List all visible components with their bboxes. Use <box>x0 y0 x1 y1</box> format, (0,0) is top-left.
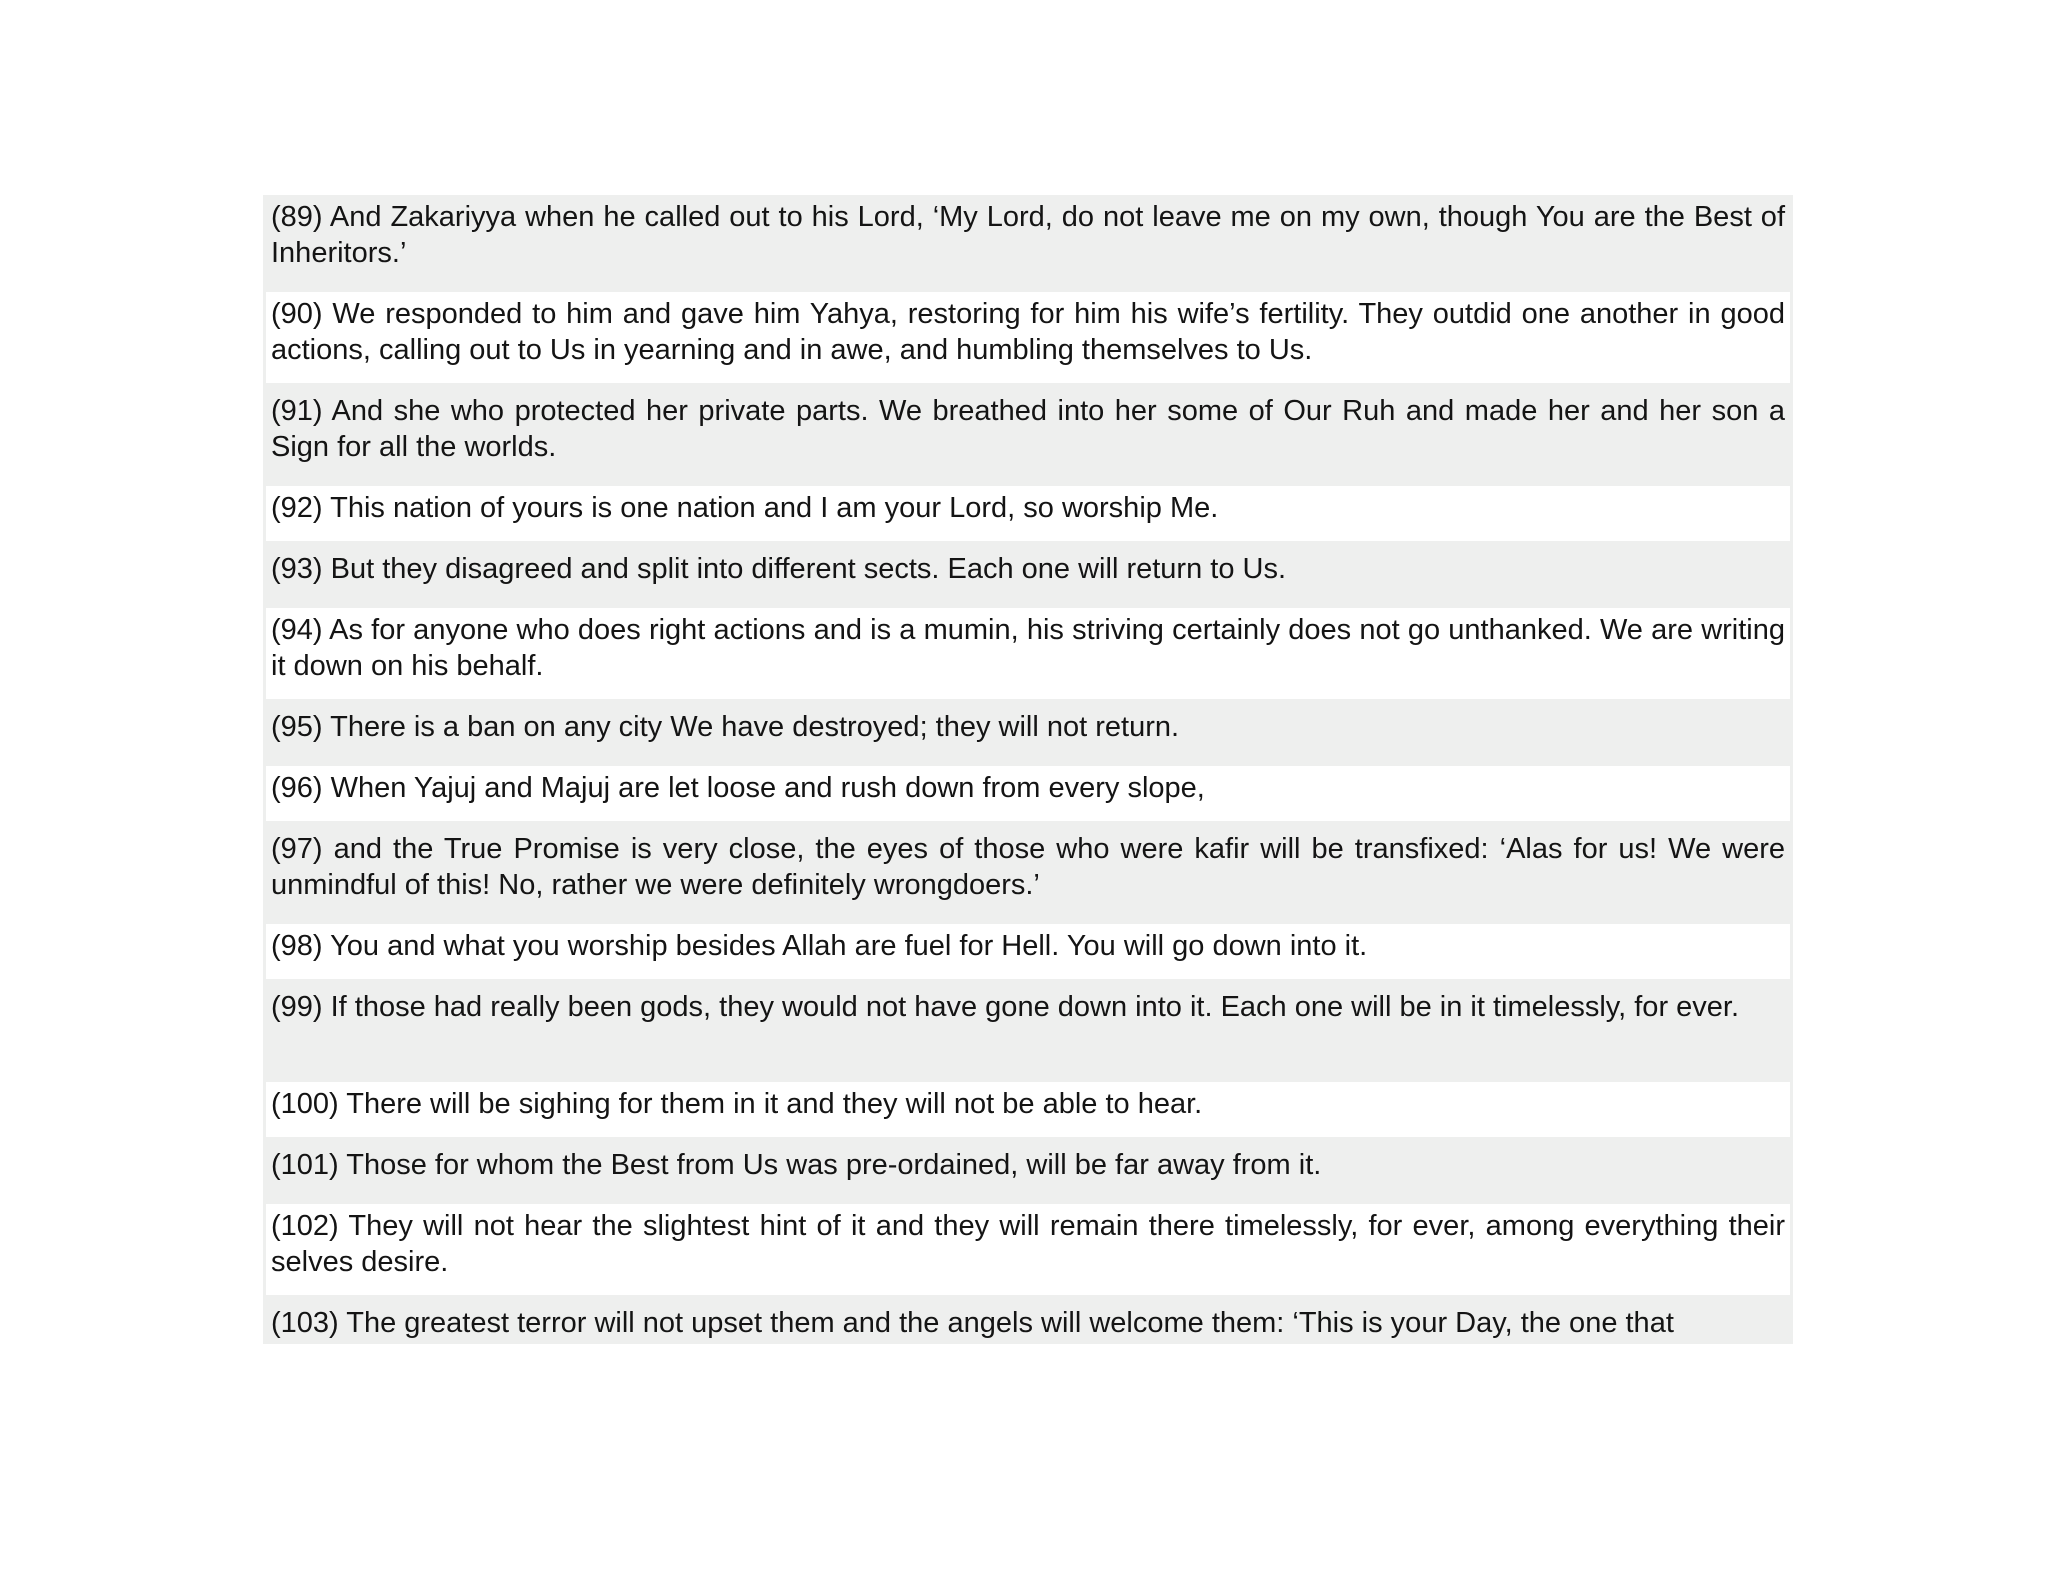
verse-row-94: (94) As for anyone who does right actions and is a mumin, his striving certainly does not go unthanked. We are writing it down on his behalf. <box>266 608 1790 699</box>
verse-row-101: (101) Those for whom the Best from Us was pre-ordained, will be far away from it. <box>266 1143 1790 1198</box>
verse-row-99: (99) If those had really been gods, they would not have gone down into it. Each one will be in it timelessly, for ever. <box>266 985 1790 1076</box>
verse-row-103: (103) The greatest terror will not upset them and the angels will welcome them: ‘This is your Day, the one that <box>266 1301 1790 1341</box>
verse-row-90: (90) We responded to him and gave him Yahya, restoring for him his wife’s fertility. They outdid one another in good actions, calling out to Us in yearning and in awe, and humbling themselves to Us. <box>266 292 1790 383</box>
verse-row-95: (95) There is a ban on any city We have destroyed; they will not return. <box>266 705 1790 760</box>
verse-row-98: (98) You and what you worship besides Allah are fuel for Hell. You will go down into it. <box>266 924 1790 979</box>
verse-row-91: (91) And she who protected her private parts. We breathed into her some of Our Ruh and made her and her son a Sign for all the worlds. <box>266 389 1790 480</box>
verse-row-89: (89) And Zakariyya when he called out to his Lord, ‘My Lord, do not leave me on my own, though You are the Best of Inheritors.’ <box>266 195 1790 286</box>
verse-row-102: (102) They will not hear the slightest hint of it and they will remain there timelessly, for ever, among everything their selves desire. <box>266 1204 1790 1295</box>
verse-row-97: (97) and the True Promise is very close, the eyes of those who were kafir will be transfixed: ‘Alas for us! We were unmindful of this! No, rather we were definitely wrongdoers.’ <box>266 827 1790 918</box>
verse-row-100: (100) There will be sighing for them in it and they will not be able to hear. <box>266 1082 1790 1137</box>
verse-row-92: (92) This nation of yours is one nation and I am your Lord, so worship Me. <box>266 486 1790 541</box>
verse-table <box>263 195 1793 1344</box>
verse-row-96: (96) When Yajuj and Majuj are let loose and rush down from every slope, <box>266 766 1790 821</box>
verse-row-93: (93) But they disagreed and split into different sects. Each one will return to Us. <box>266 547 1790 602</box>
